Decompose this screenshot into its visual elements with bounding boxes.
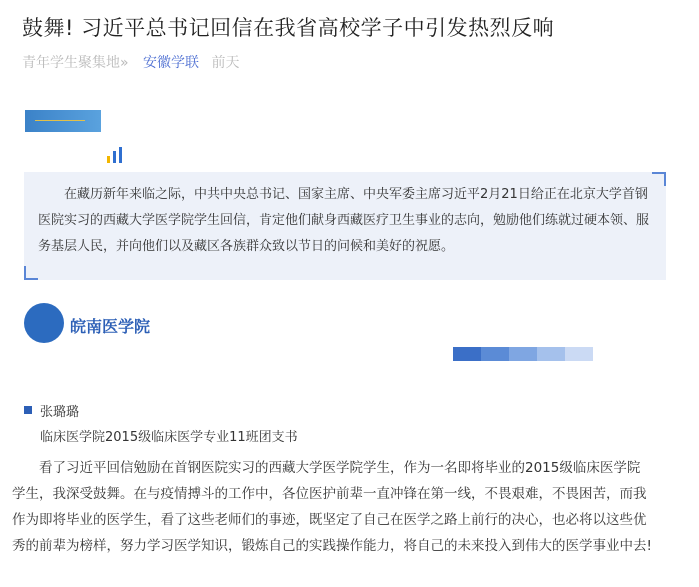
strip-segment xyxy=(481,347,509,361)
strip-segment xyxy=(537,347,565,361)
strip-segment xyxy=(509,347,537,361)
person-marker xyxy=(24,406,32,414)
person-role: 临床医学院2015级临床医学专业11班团支书 xyxy=(40,430,298,445)
decorative-color-strip xyxy=(453,347,593,361)
corner-decoration xyxy=(652,172,666,186)
strip-segment xyxy=(565,347,593,361)
bar-chart-icon xyxy=(106,147,124,163)
account-link[interactable]: 安徽学联 xyxy=(143,55,200,71)
corner-decoration xyxy=(24,266,38,280)
school-logo xyxy=(24,303,64,343)
strip-segment xyxy=(453,347,481,361)
article-title: 鼓舞! 习近平总书记回信在我省高校学子中引发热烈反响 xyxy=(22,16,555,40)
article-meta xyxy=(22,52,239,72)
source-label[interactable]: 青年学生聚集地» xyxy=(22,55,129,71)
school-name: 皖南医学院 xyxy=(70,317,151,336)
publish-time: 前天 xyxy=(211,55,240,71)
body-paragraph: 看了习近平回信勉励在首钢医院实习的西藏大学医学院学生，作为一名即将毕业的2015级临床医学院学生，我深受鼓舞。在与疫情搏斗的工作中，各位医护前辈一直冲锋在第一线，不畏艰难，不畏困苦，而我作为即将毕业的医学生，看了这些老师们的事迹，既坚定了自己在医学之路上前行的决心，也必将以这些优秀的前辈为榜样，努力学习医学知识，锻炼自己的实践操作能力，将自己的未来投入到伟大的医学事业中去! xyxy=(12,460,652,554)
person-name: 张璐璐 xyxy=(40,405,80,420)
banner-line xyxy=(35,120,85,121)
intro-box xyxy=(24,172,666,280)
intro-text: 在藏历新年来临之际，中共中央总书记、国家主席、中央军委主席习近平2月21日给正在北京大学首钢医院实习的西藏大学医学院学生回信，肯定他们献身西藏医疗卫生事业的志向，勉励他们练就过硬本领、服务基层人民，并向他们以及藏区各族群众致以节日的问候和美好的祝愿。 xyxy=(38,187,650,254)
decorative-banner xyxy=(25,110,101,132)
